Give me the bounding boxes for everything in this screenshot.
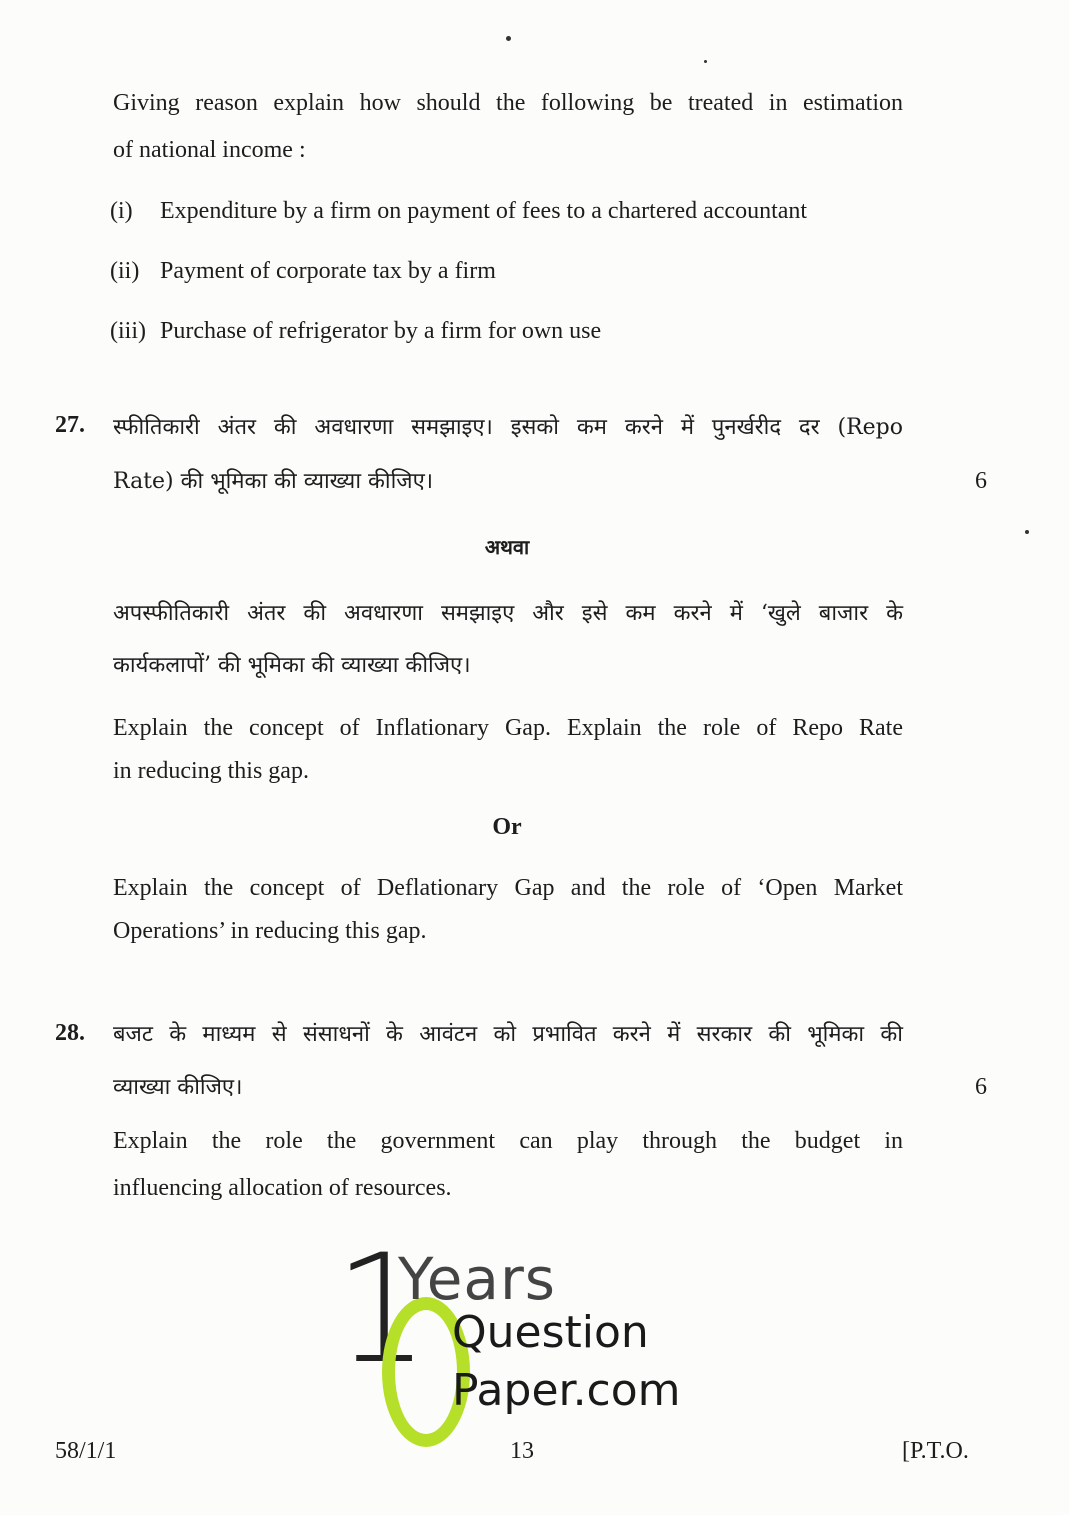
q27-alt-hindi-line2: कार्यकलापों’ की भूमिका की व्याख्या कीजिए। — [113, 653, 471, 678]
marks: 6 — [975, 1074, 987, 1100]
q26-item-1 — [110, 198, 807, 225]
q27-english-line2: in reducing this gap. — [113, 758, 309, 784]
item-text: Purchase of refrigerator by a firm for own use — [160, 318, 602, 344]
q26-intro-line1: Giving reason explain how should the following be treated in estimation — [113, 90, 903, 116]
q28-hindi-line2: व्याख्या कीजिए। — [113, 1075, 243, 1100]
logo-word-years: Years — [398, 1245, 557, 1313]
please-turn-over: [P.T.O. — [902, 1438, 969, 1464]
page-number: 13 — [510, 1438, 534, 1464]
q27-alt-english-line1: Explain the concept of Deflationary Gap and the role of ‘Open Market — [113, 875, 903, 901]
q26-intro-line2: of national income : — [113, 137, 306, 163]
q27-english-line1: Explain the concept of Inflationary Gap. Explain the role of Repo Rate — [113, 715, 903, 741]
or-heading-hindi: अथवा — [484, 535, 530, 559]
logo-word-paper: Paper.com — [452, 1365, 681, 1416]
q28-english-line1: Explain the role the government can play through the budget in — [113, 1128, 903, 1154]
item-number: (i) — [110, 198, 133, 224]
item-text: Expenditure by a firm on payment of fees to a chartered accountant — [160, 198, 808, 224]
q27-hindi-line1: स्फीतिकारी अंतर की अवधारणा समझाइए। इसको कम करने में पुनर्खरीद दर (Repo — [113, 415, 903, 440]
scan-speck — [1025, 530, 1029, 534]
q27-alt-english-line2: Operations’ in reducing this gap. — [113, 918, 427, 944]
scan-speck — [704, 60, 707, 63]
logo-word-question: Question — [452, 1307, 649, 1358]
q28-hindi-line1: बजट के माध्यम से संसाधनों के आवंटन को प्रभावित करने में सरकार की भूमिका की — [113, 1022, 903, 1047]
scan-speck — [506, 36, 511, 41]
q27-alt-hindi-line1: अपस्फीतिकारी अंतर की अवधारणा समझाइए और इसे कम करने में ‘खुले बाजार के — [113, 601, 903, 626]
or-heading-english: Or — [492, 814, 522, 840]
paper-code: 58/1/1 — [55, 1438, 117, 1464]
item-number: (iii) — [110, 318, 146, 344]
q28-english-line2: influencing allocation of resources. — [113, 1175, 452, 1201]
item-text: Payment of corporate tax by a firm — [160, 258, 496, 284]
marks: 6 — [975, 468, 987, 494]
question-number: 27. — [55, 412, 85, 438]
question-number: 28. — [55, 1020, 85, 1046]
q26-item-2 — [110, 258, 496, 285]
q27-hindi-line2: Rate) की भूमिका की व्याख्या कीजिए। — [113, 469, 434, 494]
item-number: (ii) — [110, 258, 140, 284]
watermark-logo — [330, 1223, 720, 1430]
logo-digit-one: 1 — [334, 1223, 430, 1397]
q26-item-3 — [110, 318, 601, 345]
